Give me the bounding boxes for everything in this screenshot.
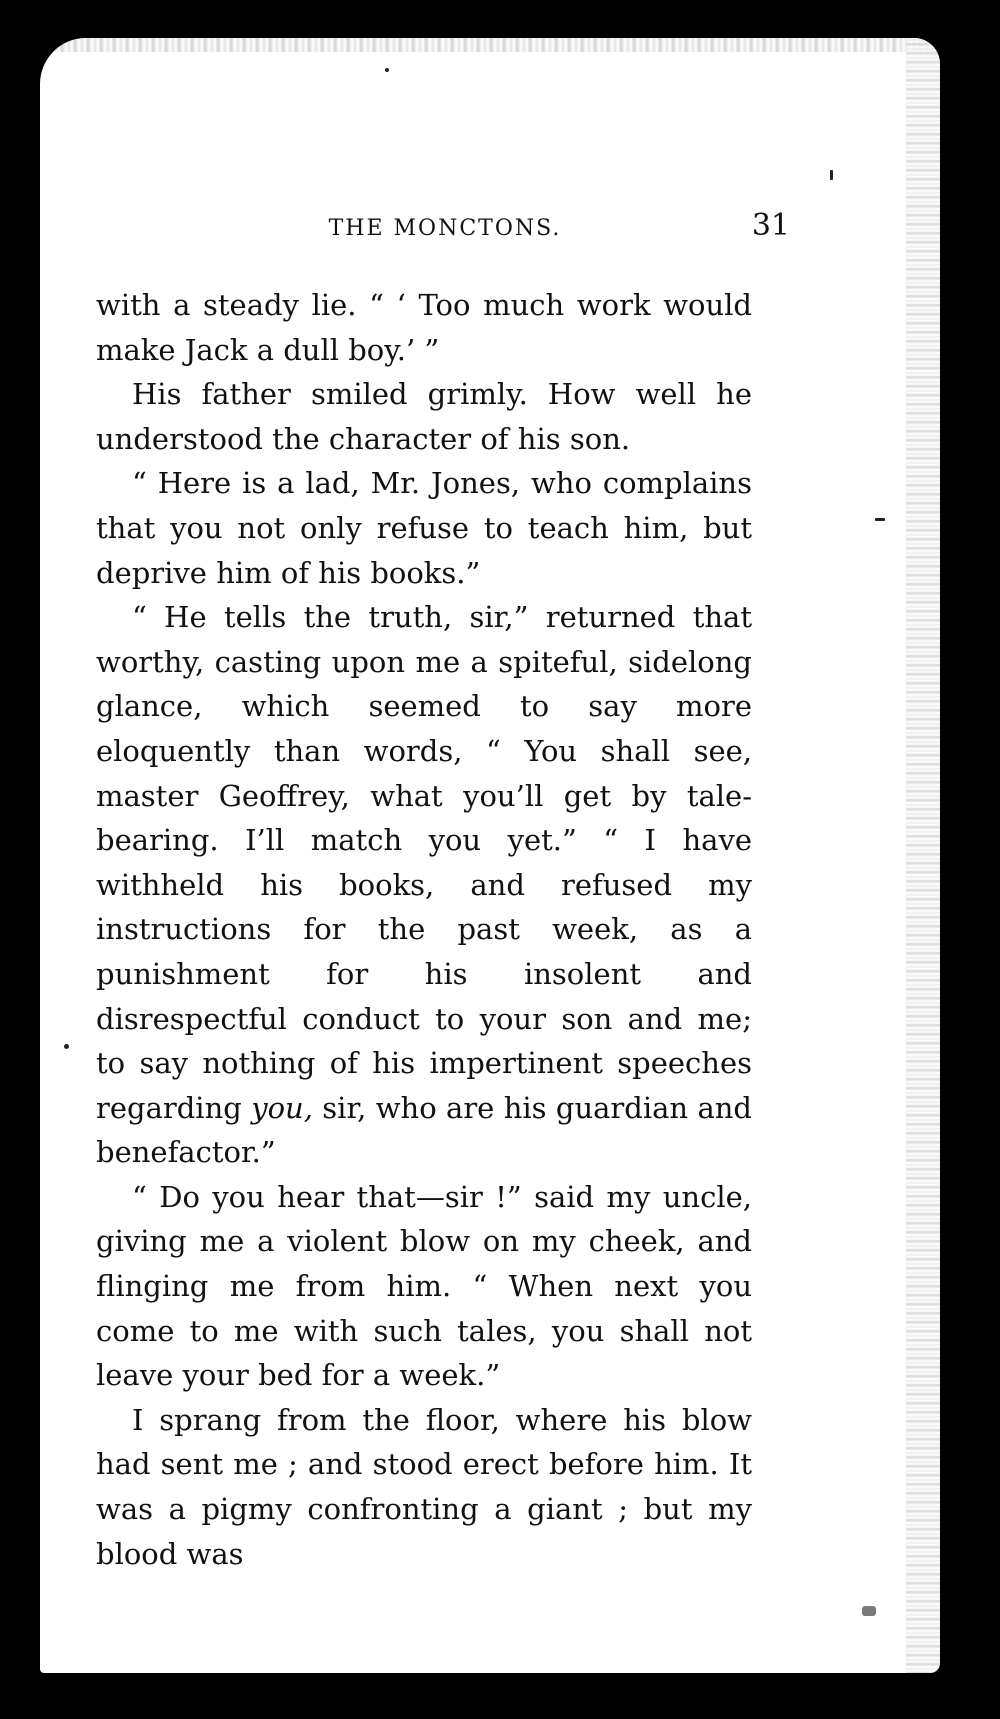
- book-page: [40, 38, 940, 1673]
- dust-speck: [862, 1606, 876, 1616]
- page-header: [100, 208, 790, 266]
- paragraph-text: sir, who are his guardian and benefactor.”: [96, 1090, 752, 1170]
- body-text: [96, 283, 752, 1576]
- emphasized-word: you,: [251, 1090, 313, 1125]
- dust-speck: [385, 68, 389, 72]
- page-number: 31: [751, 208, 790, 243]
- paragraph: [96, 595, 752, 1175]
- dust-speck: [875, 518, 885, 521]
- page-right-edge: [906, 38, 940, 1673]
- paragraph: His father smiled grimly. How well he understood the character of his son.: [96, 377, 752, 456]
- dust-speck: [64, 1044, 69, 1049]
- paragraph: “ Do you hear that—sir !” said my uncle, giving me a violent blow on my cheek, and flinging me from him. “ When next you come to me with such tales, you shall not leave your bed for a week.”: [96, 1179, 752, 1393]
- dust-speck: [830, 170, 833, 180]
- paragraph: “ Here is a lad, Mr. Jones, who complains that you not only refuse to teach him, but deprive him of his books.”: [96, 466, 752, 590]
- running-title: THE MONCTONS.: [328, 216, 562, 241]
- paragraph: with a steady lie. “ ‘ Too much work would make Jack a dull boy.’ ”: [96, 288, 752, 367]
- paragraph: I sprang from the floor, where his blow had sent me ; and stood erect before him. It was a pigmy confronting a giant ; but my blood was: [96, 1402, 752, 1571]
- paragraph-text: “ He tells the truth, sir,” returned that worthy, casting upon me a spiteful, sidelong glance, which seemed to say more eloquently than words, “ You shall see, master Geoffrey, what you’ll get by tale-bearing. I’ll match you yet.” “ I have withheld his books, and refused my instructions for the past week, as a punishment for his insolent and disrespectful conduct to your son and me; to say nothing of his impertinent speeches regarding: [96, 600, 752, 1125]
- page-top-edge: [40, 38, 940, 52]
